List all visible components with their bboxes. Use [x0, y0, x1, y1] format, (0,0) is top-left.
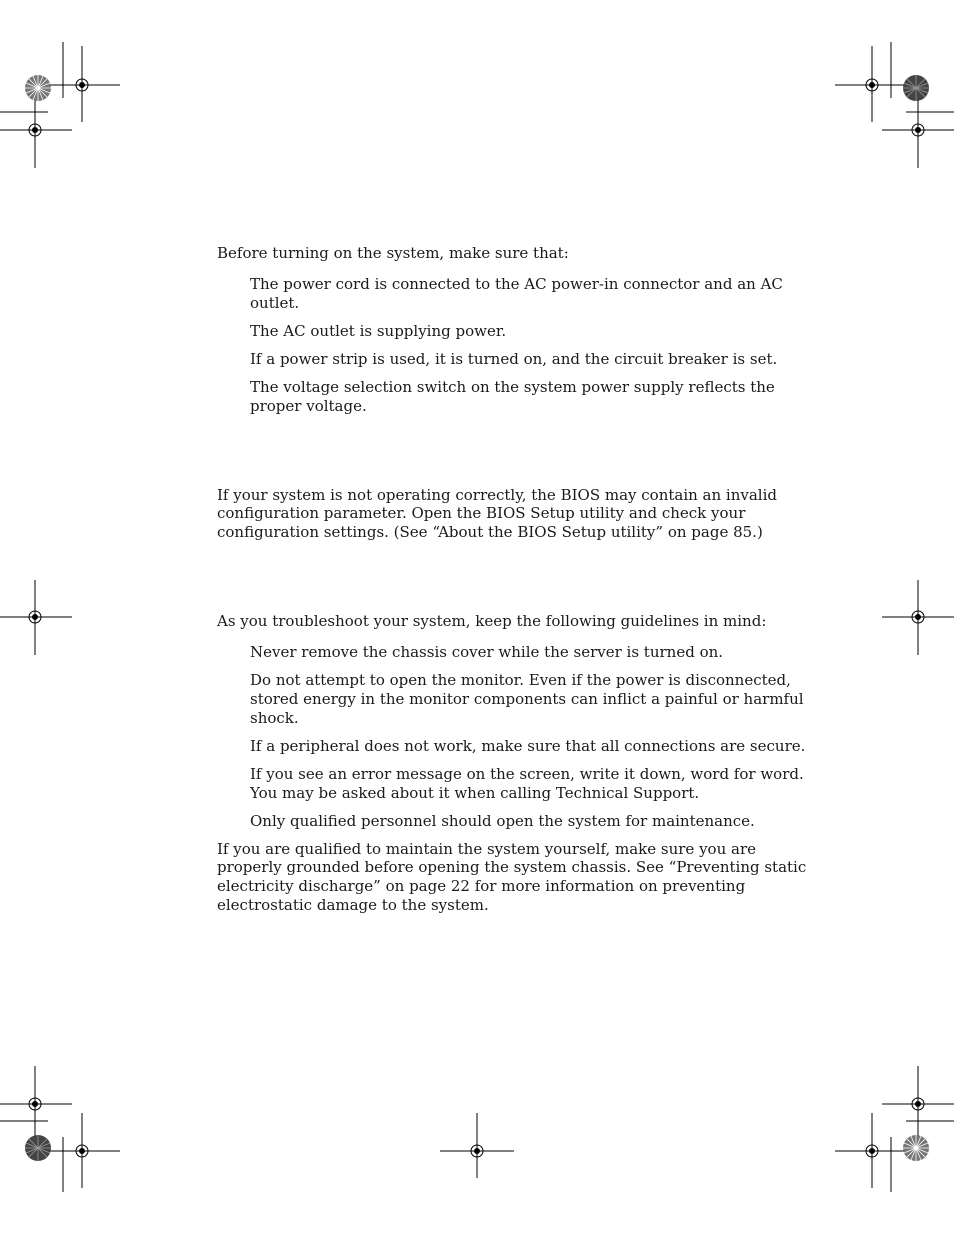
paragraph-line: electricity discharge” on page 22 for more information on preventing [217, 877, 746, 895]
section1-intro: Before turning on the system, make sure that: [217, 244, 569, 262]
list-item-line: shock. [250, 709, 299, 727]
crosshair-icon [835, 46, 910, 122]
paragraph-line: If your system is not operating correctly, the BIOS may contain an invalid [217, 486, 778, 504]
list-item-line: Never remove the chassis cover while the server is turned on. [250, 643, 724, 661]
list-item-line: The AC outlet is supplying power. [250, 322, 507, 340]
paragraph-line: If you are qualified to maintain the system yourself, make sure you are [217, 840, 756, 858]
paragraph-line: electrostatic damage to the system. [217, 896, 489, 914]
list-item-line: If a peripheral does not work, make sure that all connections are secure. [250, 737, 806, 755]
crosshair-icon [882, 92, 954, 168]
list-item-line: Only qualified personnel should open the system for maintenance. [250, 812, 755, 830]
list-item-line: You may be asked about it when calling Technical Support. [250, 784, 700, 802]
list-item-line: proper voltage. [250, 397, 367, 415]
starburst-icon [25, 1135, 51, 1161]
list-item-line: If a power strip is used, it is turned on, and the circuit breaker is set. [250, 350, 778, 368]
crosshair-icon [835, 1113, 910, 1188]
crosshair-icon [0, 1066, 72, 1141]
paragraph-line: configuration settings. (See “About the BIOS Setup utility” on page 85.) [217, 523, 763, 541]
list-item-line: outlet. [250, 294, 300, 312]
starburst-icon [25, 75, 51, 101]
crosshair-icon [45, 1113, 120, 1188]
list-item-line: The power cord is connected to the AC power-in connector and an AC [250, 275, 783, 293]
crosshair-icon [882, 1066, 954, 1141]
list-item-line: If you see an error message on the screen, write it down, word for word. [250, 765, 804, 783]
starburst-icon [903, 1135, 929, 1161]
paragraph-line: configuration parameter. Open the BIOS Setup utility and check your [217, 504, 746, 522]
crosshair-icon [440, 1113, 514, 1178]
list-item-line: The voltage selection switch on the system power supply reflects the [250, 378, 775, 396]
list-item-line: Do not attempt to open the monitor. Even if the power is disconnected, [250, 671, 791, 689]
list-item-line: stored energy in the monitor components can inflict a painful or harmful [250, 690, 804, 708]
crosshair-icon [0, 92, 72, 168]
section3-intro: As you troubleshoot your system, keep the following guidelines in mind: [217, 612, 767, 630]
crosshair-icon [0, 580, 72, 655]
starburst-icon [903, 75, 929, 101]
paragraph-line: properly grounded before opening the system chassis. See “Preventing static [217, 858, 807, 876]
crosshair-icon [882, 580, 954, 655]
crosshair-icon [45, 46, 120, 122]
